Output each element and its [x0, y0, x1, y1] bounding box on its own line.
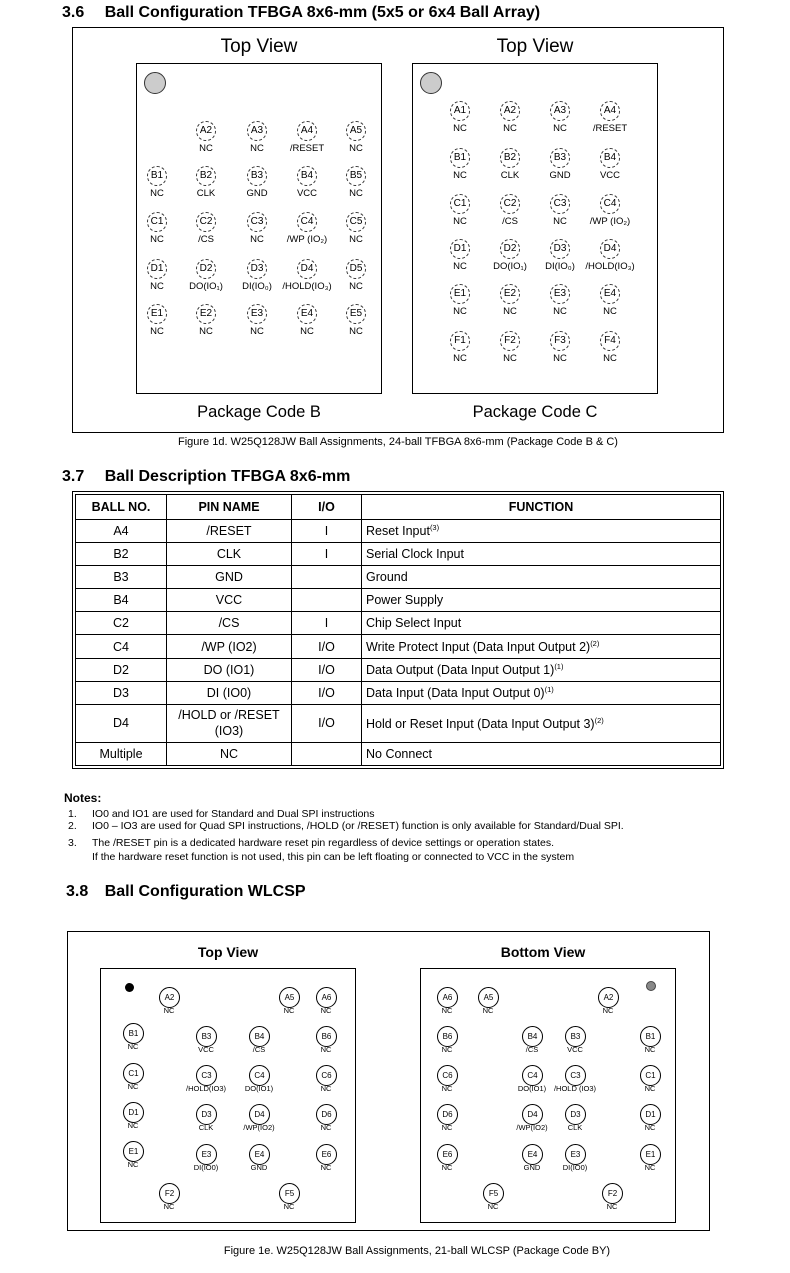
ball-c4: C4: [297, 212, 317, 232]
ball-d5: D5: [346, 259, 366, 279]
section-3-7-heading: [62, 468, 350, 486]
header-ball-no: BALL NO.: [76, 495, 167, 520]
section-3-6-heading: [62, 4, 540, 22]
ball-b3: B3: [196, 1026, 217, 1047]
ball-pin-label: NC: [644, 1045, 656, 1054]
ball-pin-label: NC: [453, 170, 467, 181]
table-row: [76, 589, 721, 612]
ball-pin-label: NC: [453, 216, 467, 227]
ball-e6: E6: [316, 1144, 337, 1165]
cell-ball-no: C4: [76, 635, 167, 658]
ball-b1: B1: [123, 1023, 144, 1044]
ball-pin-label: NC: [644, 1123, 656, 1132]
ball-pin-label: NC: [320, 1006, 332, 1015]
ball-e5: E5: [346, 304, 366, 324]
cell-ball-no: Multiple: [76, 742, 167, 765]
ball-pin-label: DO(IO₁): [493, 261, 527, 272]
ball-e1: E1: [450, 284, 470, 304]
ball-pin-label: NC: [150, 281, 164, 292]
ball-pin-label: NC: [503, 123, 517, 134]
ball-a5: A5: [478, 987, 499, 1008]
ball-e3: E3: [247, 304, 267, 324]
ball-c3: C3: [550, 194, 570, 214]
cell-ball-no: B2: [76, 543, 167, 566]
ball-pin-label: /CS: [198, 234, 214, 245]
pkg-c-view-label: Top View: [496, 36, 574, 57]
ball-d4: D4: [249, 1104, 270, 1125]
cell-io: I/O: [292, 681, 362, 704]
ball-a2: A2: [598, 987, 619, 1008]
cell-pin-name: CLK: [167, 543, 292, 566]
ball-pin-label: DO(IO1): [244, 1084, 274, 1093]
ball-pin-label: /CS: [252, 1045, 266, 1054]
header-io: I/O: [292, 495, 362, 520]
ball-c5: C5: [346, 212, 366, 232]
cell-function: Ground: [362, 566, 721, 589]
note-item: 2. IO0 – IO3 are used for Quad SPI instructions, /HOLD (or /RESET) function is only available for Standard/Dual SPI.: [68, 820, 624, 832]
ball-pin-label: NC: [553, 216, 567, 227]
ball-pin-label: GND: [523, 1163, 541, 1172]
ball-pin-label: /CS: [502, 216, 518, 227]
table-row: [76, 543, 721, 566]
cell-function: Data Output (Data Input Output 1)$^{(1)}$: [362, 658, 721, 681]
ball-c3: C3: [565, 1065, 586, 1086]
ball-f5: F5: [279, 1183, 300, 1204]
cell-ball-no: B4: [76, 589, 167, 612]
ball-a5: A5: [279, 987, 300, 1008]
ball-pin-label: DI(IO0): [193, 1163, 219, 1172]
ball-d1: D1: [640, 1104, 661, 1125]
ball-f2: F2: [602, 1183, 623, 1204]
ball-c3: C3: [247, 212, 267, 232]
table-row: [76, 658, 721, 681]
ball-pin-label: NC: [250, 234, 264, 245]
cell-ball-no: D3: [76, 681, 167, 704]
cell-io: [292, 589, 362, 612]
ball-e1: E1: [147, 304, 167, 324]
ball-pin-label: NC: [644, 1163, 656, 1172]
cell-ball-no: A4: [76, 520, 167, 543]
ball-pin-label: NC: [487, 1202, 499, 1211]
ball-pin-label: NC: [606, 1202, 618, 1211]
ball-a2: A2: [159, 987, 180, 1008]
ball-a6: A6: [437, 987, 458, 1008]
ball-d4: D4: [297, 259, 317, 279]
cell-function: No Connect: [362, 742, 721, 765]
wlcsp-bottom-outline: [420, 968, 676, 1223]
ball-pin-label: CLK: [196, 188, 216, 199]
ball-e6: E6: [437, 1144, 458, 1165]
cell-io: I/O: [292, 704, 362, 742]
ball-c1: C1: [147, 212, 167, 232]
ball-c4: C4: [600, 194, 620, 214]
ball-f2: F2: [159, 1183, 180, 1204]
pin1-marker: [144, 72, 166, 94]
ball-pin-label: NC: [300, 326, 314, 337]
ball-f5: F5: [483, 1183, 504, 1204]
cell-ball-no: D4: [76, 704, 167, 742]
ball-pin-label: NC: [441, 1006, 453, 1015]
ball-pin-label: /HOLD(IO₃): [282, 281, 332, 292]
ball-pin-label: NC: [441, 1123, 453, 1132]
figure-1d-caption: Figure 1d. W25Q128JW Ball Assignments, 24-ball TFBGA 8x6-mm (Package Code B & C): [178, 436, 618, 448]
pin1-dot: [125, 983, 134, 992]
pkg-c-code: Package Code C: [472, 403, 598, 421]
ball-pin-label: NC: [150, 188, 164, 199]
cell-function: Power Supply: [362, 589, 721, 612]
ball-c4: C4: [249, 1065, 270, 1086]
cell-function: Data Input (Data Input Output 0)$^{(1)}$: [362, 681, 721, 704]
ball-pin-label: NC: [349, 281, 363, 292]
ball-b1: B1: [640, 1026, 661, 1047]
ball-pin-label: NC: [603, 306, 617, 317]
section-title: Ball Description TFBGA 8x6-mm: [104, 468, 351, 485]
cell-pin-name: DO (IO1): [167, 658, 292, 681]
ball-d4: D4: [522, 1104, 543, 1125]
ball-pin-label: NC: [127, 1121, 139, 1130]
ball-a1: A1: [450, 101, 470, 121]
wlcsp-top-view-label: Top View: [197, 944, 259, 960]
ball-pin-label: NC: [453, 123, 467, 134]
ball-description-table-frame: [72, 491, 724, 769]
ball-pin-label: NC: [349, 143, 363, 154]
ball-c2: C2: [196, 212, 216, 232]
ball-pin-label: /WP (IO₂): [286, 234, 328, 245]
table-row: [76, 612, 721, 635]
cell-ball-no: D2: [76, 658, 167, 681]
ball-pin-label: NC: [453, 306, 467, 317]
ball-pin-label: NC: [482, 1006, 494, 1015]
cell-pin-name: DI (IO0): [167, 681, 292, 704]
ball-a3: A3: [550, 101, 570, 121]
cell-pin-name: NC: [167, 742, 292, 765]
ball-c1: C1: [640, 1065, 661, 1086]
ball-b2: B2: [500, 148, 520, 168]
ball-pin-label: DI(IO0): [562, 1163, 588, 1172]
ball-d4: D4: [600, 239, 620, 259]
cell-io: I/O: [292, 635, 362, 658]
ball-d2: D2: [500, 239, 520, 259]
ball-pin-label: NC: [453, 353, 467, 364]
ball-c4: C4: [522, 1065, 543, 1086]
wlcsp-top-outline: [100, 968, 356, 1223]
ball-pin-label: VCC: [599, 170, 621, 181]
ball-e4: E4: [249, 1144, 270, 1165]
ball-pin-label: NC: [163, 1006, 175, 1015]
ball-b6: B6: [316, 1026, 337, 1047]
table-row: [76, 704, 721, 742]
cell-function: Chip Select Input: [362, 612, 721, 635]
ball-e4: E4: [297, 304, 317, 324]
ball-pin-label: NC: [349, 234, 363, 245]
ball-pin-label: /HOLD(IO₃): [585, 261, 635, 272]
ball-f4: F4: [600, 331, 620, 351]
ball-b5: B5: [346, 166, 366, 186]
wlcsp-bottom-view-label: Bottom View: [500, 944, 586, 960]
ball-b1: B1: [147, 166, 167, 186]
ball-pin-label: NC: [250, 143, 264, 154]
ball-c3: C3: [196, 1065, 217, 1086]
ball-pin-label: NC: [163, 1202, 175, 1211]
ball-pin-label: NC: [250, 326, 264, 337]
table-row: [76, 742, 721, 765]
ball-e3: E3: [550, 284, 570, 304]
ball-pin-label: /WP (IO₂): [589, 216, 631, 227]
ball-pin-label: NC: [283, 1202, 295, 1211]
ball-pin-label: NC: [320, 1123, 332, 1132]
table-header-row: [76, 495, 721, 520]
ball-b3: B3: [550, 148, 570, 168]
cell-function: Write Protect Input (Data Input Output 2)$^{(2)}$: [362, 635, 721, 658]
ball-c1: C1: [450, 194, 470, 214]
ball-pin-label: DI(IO₀): [242, 281, 272, 292]
ball-b3: B3: [247, 166, 267, 186]
ball-pin-label: NC: [320, 1045, 332, 1054]
cell-io: I: [292, 543, 362, 566]
ball-pin-label: NC: [320, 1163, 332, 1172]
ball-description-table: [75, 494, 721, 766]
ball-a3: A3: [247, 121, 267, 141]
ball-pin-label: /HOLD(IO3): [185, 1084, 226, 1093]
ball-pin-label: NC: [150, 326, 164, 337]
cell-io: [292, 742, 362, 765]
ball-f1: F1: [450, 331, 470, 351]
cell-io: I/O: [292, 658, 362, 681]
ball-pin-label: NC: [603, 353, 617, 364]
ball-pin-label: NC: [320, 1084, 332, 1093]
ball-pin-label: GND: [250, 1163, 268, 1172]
ball-a5: A5: [346, 121, 366, 141]
ball-pin-label: NC: [127, 1082, 139, 1091]
ball-d3: D3: [550, 239, 570, 259]
ball-b3: B3: [565, 1026, 586, 1047]
cell-function: Hold or Reset Input (Data Input Output 3)$^{(2)}$: [362, 704, 721, 742]
ball-pin-label: /RESET: [289, 143, 325, 154]
pkg-b-outline: [136, 63, 382, 394]
cell-pin-name: /WP (IO2): [167, 635, 292, 658]
ball-b4: B4: [522, 1026, 543, 1047]
ball-pin-label: NC: [453, 261, 467, 272]
pin1-marker: [420, 72, 442, 94]
notes: [64, 791, 764, 863]
section-number: 3.7: [62, 468, 85, 485]
ball-pin-label: NC: [441, 1163, 453, 1172]
ball-pin-label: /WP(IO2): [516, 1123, 548, 1132]
ball-a6: A6: [316, 987, 337, 1008]
section-number: 3.6: [62, 4, 85, 21]
ball-pin-label: NC: [553, 306, 567, 317]
ball-c1: C1: [123, 1063, 144, 1084]
cell-pin-name: VCC: [167, 589, 292, 612]
table-row: [76, 635, 721, 658]
ball-pin-label: DO(IO1): [517, 1084, 547, 1093]
ball-d1: D1: [450, 239, 470, 259]
ball-e3: E3: [565, 1144, 586, 1165]
pkg-b-code: Package Code B: [197, 403, 321, 421]
ball-c2: C2: [500, 194, 520, 214]
section-3-8-heading: [66, 883, 306, 901]
ball-pin-label: NC: [553, 123, 567, 134]
ball-d3: D3: [565, 1104, 586, 1125]
header-pin-name: PIN NAME: [167, 495, 292, 520]
section-number: 3.8: [66, 883, 89, 900]
ball-pin-label: GND: [549, 170, 571, 181]
ball-pin-label: NC: [441, 1045, 453, 1054]
header-function: FUNCTION: [362, 495, 721, 520]
ball-e1: E1: [123, 1141, 144, 1162]
ball-pin-label: NC: [199, 326, 213, 337]
cell-ball-no: B3: [76, 566, 167, 589]
ball-e3: E3: [196, 1144, 217, 1165]
ball-pin-label: VCC: [296, 188, 318, 199]
section-title: Ball Configuration TFBGA 8x6-mm (5x5 or 6x4 Ball Array): [104, 4, 541, 21]
cell-pin-name: /RESET: [167, 520, 292, 543]
ball-b1: B1: [450, 148, 470, 168]
ball-pin-label: NC: [503, 353, 517, 364]
cell-ball-no: C2: [76, 612, 167, 635]
ball-f3: F3: [550, 331, 570, 351]
ball-d3: D3: [196, 1104, 217, 1125]
ball-d6: D6: [437, 1104, 458, 1125]
ball-pin-label: DI(IO₀): [545, 261, 575, 272]
ball-pin-label: NC: [127, 1042, 139, 1051]
note-item: 1. IO0 and IO1 are used for Standard and Dual SPI instructions: [68, 808, 375, 820]
ball-a2: A2: [500, 101, 520, 121]
ball-pin-label: NC: [644, 1084, 656, 1093]
ball-e2: E2: [500, 284, 520, 304]
ball-f2: F2: [500, 331, 520, 351]
ball-pin-label: /CS: [525, 1045, 539, 1054]
ball-pin-label: CLK: [198, 1123, 214, 1132]
ball-pin-label: GND: [246, 188, 268, 199]
note-3-continued: If the hardware reset function is not used, this pin can be left floating or connected to VCC in the system: [92, 851, 575, 863]
note-item: 3. The /RESET pin is a dedicated hardware reset pin regardless of device settings or operation states.: [68, 837, 555, 849]
ball-pin-label: NC: [441, 1084, 453, 1093]
ball-e1: E1: [640, 1144, 661, 1165]
ball-pin-label: /WP(IO2): [243, 1123, 275, 1132]
ball-pin-label: CLK: [500, 170, 520, 181]
ball-pin-label: NC: [127, 1160, 139, 1169]
ball-pin-label: VCC: [567, 1045, 583, 1054]
ball-pin-label: NC: [349, 188, 363, 199]
cell-io: [292, 566, 362, 589]
ball-pin-label: VCC: [198, 1045, 214, 1054]
ball-d6: D6: [316, 1104, 337, 1125]
ball-pin-label: NC: [150, 234, 164, 245]
ball-pin-label: NC: [349, 326, 363, 337]
ball-b2: B2: [196, 166, 216, 186]
table-row: [76, 566, 721, 589]
ball-d1: D1: [147, 259, 167, 279]
ball-b4: B4: [600, 148, 620, 168]
ball-b4: B4: [297, 166, 317, 186]
ball-pin-label: DO(IO₁): [189, 281, 223, 292]
ball-b6: B6: [437, 1026, 458, 1047]
cell-io: I: [292, 612, 362, 635]
table-row: [76, 681, 721, 704]
cell-pin-name: /HOLD or /RESET (IO3): [167, 704, 292, 742]
ball-pin-label: NC: [553, 353, 567, 364]
ball-e2: E2: [196, 304, 216, 324]
ball-c6: C6: [316, 1065, 337, 1086]
ball-e4: E4: [600, 284, 620, 304]
pkg-b-view-label: Top View: [220, 36, 298, 57]
ball-d1: D1: [123, 1102, 144, 1123]
ball-c6: C6: [437, 1065, 458, 1086]
cell-io: I: [292, 520, 362, 543]
pin1-dot: [646, 981, 656, 991]
section-title: Ball Configuration WLCSP: [104, 883, 306, 900]
ball-pin-label: NC: [199, 143, 213, 154]
table-row: [76, 520, 721, 543]
ball-pin-label: CLK: [567, 1123, 583, 1132]
ball-pin-label: /HOLD (IO3): [553, 1084, 597, 1093]
ball-b4: B4: [249, 1026, 270, 1047]
notes-title: Notes:: [64, 791, 102, 805]
ball-pin-label: NC: [602, 1006, 614, 1015]
ball-d2: D2: [196, 259, 216, 279]
cell-pin-name: GND: [167, 566, 292, 589]
pkg-c-outline: [412, 63, 658, 394]
ball-e4: E4: [522, 1144, 543, 1165]
ball-pin-label: /RESET: [592, 123, 628, 134]
cell-pin-name: /CS: [167, 612, 292, 635]
ball-pin-label: NC: [283, 1006, 295, 1015]
ball-a2: A2: [196, 121, 216, 141]
cell-function: Reset Input$^{(3)}$: [362, 520, 721, 543]
ball-pin-label: NC: [503, 306, 517, 317]
ball-a4: A4: [600, 101, 620, 121]
ball-a4: A4: [297, 121, 317, 141]
cell-function: Serial Clock Input: [362, 543, 721, 566]
figure-1e-caption: Figure 1e. W25Q128JW Ball Assignments, 21-ball WLCSP (Package Code BY): [223, 1245, 611, 1257]
ball-d3: D3: [247, 259, 267, 279]
